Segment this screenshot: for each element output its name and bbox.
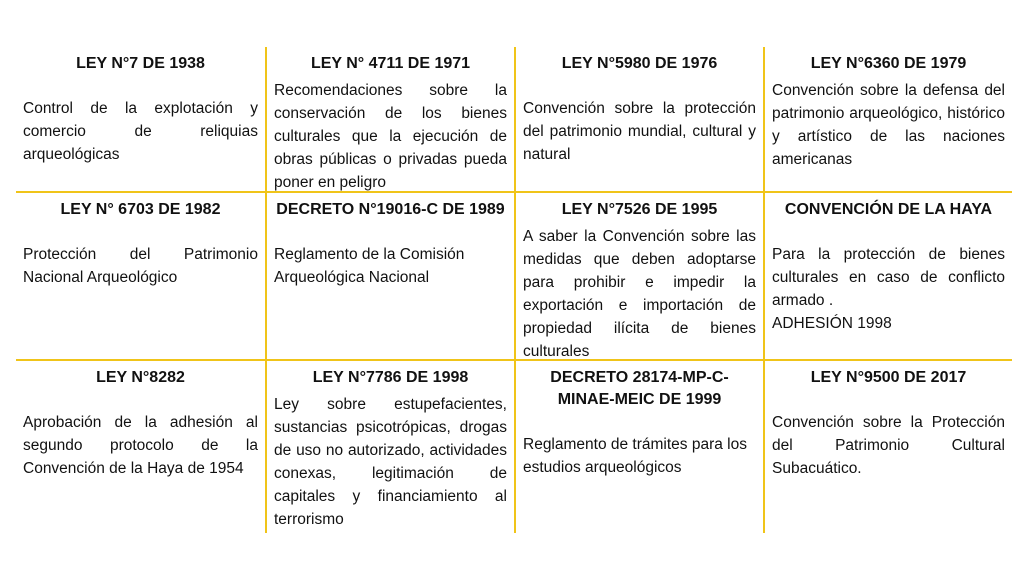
law-description: Convención sobre la protección del patrimonio mundial, cultural y natural — [523, 100, 756, 163]
law-title: CONVENCIÓN DE LA HAYA — [784, 201, 993, 218]
law-cell — [265, 361, 514, 533]
law-description: Protección del Patrimonio Nacional Arqueológico — [23, 246, 258, 286]
law-cell — [763, 361, 1012, 533]
law-cell — [763, 193, 1012, 361]
law-title: LEY N° 6703 DE 1982 — [60, 201, 221, 218]
law-description: Convención sobre la Protección del Patrimonio Cultural Subacuático. — [772, 414, 1005, 477]
law-title: LEY N° 4711 DE 1971 — [310, 55, 471, 72]
law-title: LEY N°7786 DE 1998 — [312, 369, 469, 386]
law-description: Aprobación de la adhesión al segundo protocolo de la Convención de la Haya de 1954 — [23, 414, 258, 477]
law-description: Para la protección de bienes culturales en caso de conflicto armado . — [772, 246, 1005, 309]
law-description: Convención sobre la defensa del patrimonio arqueológico, histórico y artístico de las naciones americanas — [772, 82, 1005, 168]
law-cell — [16, 47, 265, 193]
law-cell — [514, 193, 763, 361]
law-cell — [16, 193, 265, 361]
law-description: Ley sobre estupefacientes, sustancias psicotrópicas, drogas de uso no autorizado, actividades conexas, legitimación de capitales y financiamiento al terrorismo — [274, 396, 507, 528]
law-title: DECRETO N°19016-C DE 1989 — [276, 201, 505, 218]
law-cell — [265, 193, 514, 361]
law-cell — [514, 361, 763, 533]
adhesion-note: ADHESIÓN 1998 — [772, 315, 892, 332]
law-title: LEY N°6360 DE 1979 — [810, 55, 967, 72]
law-title: LEY N°7526 DE 1995 — [561, 201, 718, 218]
law-description: A saber la Convención sobre las medidas que deben adoptarse para prohibir e impedir la exportación e importación de propiedad ilícita de bienes culturales — [523, 228, 756, 360]
legislation-table — [16, 47, 1012, 533]
law-description: Reglamento de trámites para los estudios arqueológicos — [523, 436, 748, 476]
law-description: Control de la explotación y comercio de reliquias arqueológicas — [23, 100, 258, 163]
law-title: LEY N°9500 DE 2017 — [810, 369, 967, 386]
law-description: Reglamento de la Comisión Arqueológica Nacional — [274, 246, 465, 286]
law-cell — [265, 47, 514, 193]
law-title: LEY N°7 DE 1938 — [76, 55, 205, 72]
law-cell — [514, 47, 763, 193]
law-title: DECRETO 28174-MP-C-MINAE-MEIC DE 1999 — [550, 369, 729, 408]
law-title: LEY N°5980 DE 1976 — [561, 55, 718, 72]
law-description: Recomendaciones sobre la conservación de los bienes culturales que la ejecución de obras públicas o privadas pueda poner en peligro — [274, 82, 507, 191]
law-cell — [16, 361, 265, 533]
law-title: LEY N°8282 — [96, 369, 185, 386]
law-cell — [763, 47, 1012, 193]
